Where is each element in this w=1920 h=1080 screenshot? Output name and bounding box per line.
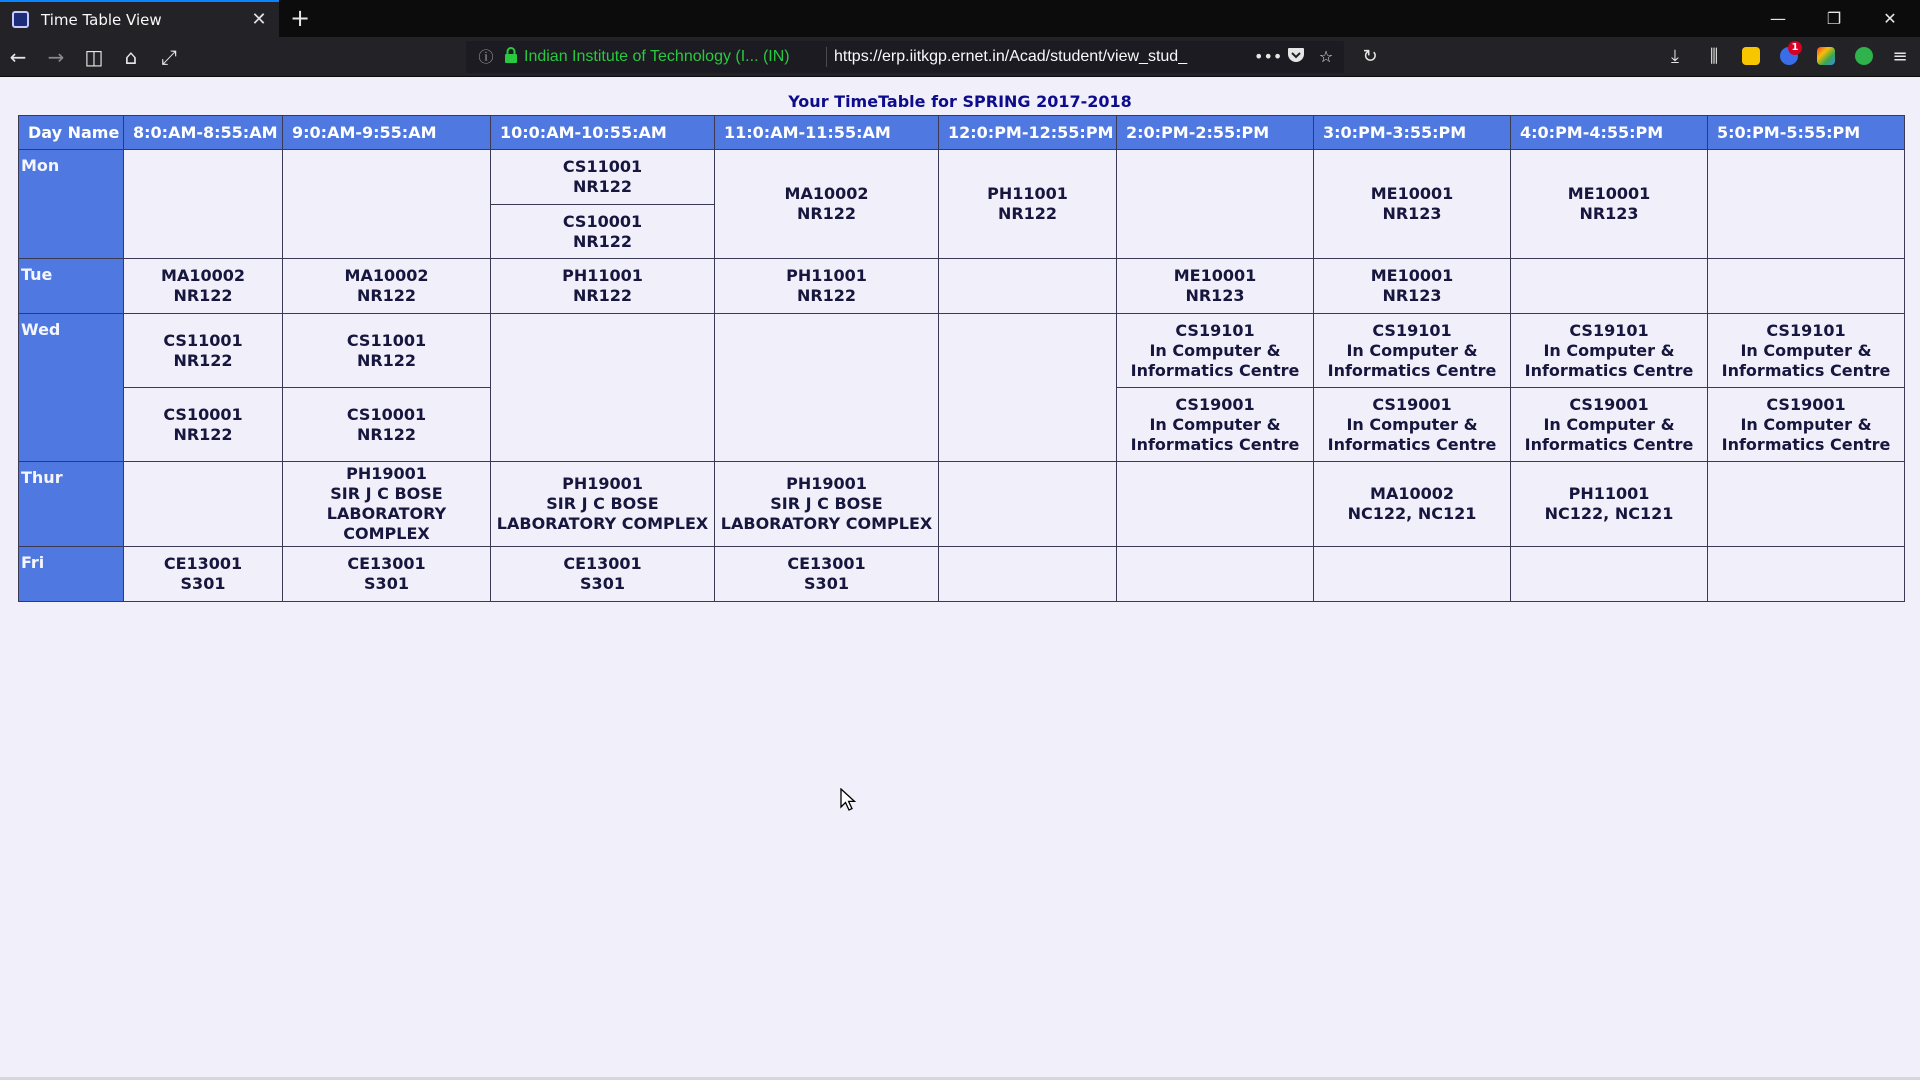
- site-identity[interactable]: Indian Institute of Technology (I... (IN): [524, 48, 790, 65]
- empty-slot: [1708, 547, 1905, 602]
- header-slot: 10:0:AM-10:55:AM: [491, 116, 715, 150]
- library-icon[interactable]: ⫼: [1709, 46, 1719, 67]
- room-name: Informatics Centre: [1524, 434, 1694, 454]
- course-code: MA10002: [784, 184, 869, 203]
- class-cell: [1314, 314, 1511, 388]
- room-name: NR123: [1185, 286, 1245, 305]
- course-code: CS11001: [346, 330, 427, 350]
- class-cell: [283, 388, 491, 462]
- new-tab-button[interactable]: +: [289, 4, 311, 32]
- room-name: Informatics Centre: [1327, 434, 1497, 454]
- header-slot: 12:0:PM-12:55:PM: [939, 116, 1117, 150]
- tab-title: Time Table View: [41, 10, 162, 29]
- empty-slot: [1708, 462, 1905, 547]
- room-name: In Computer &: [1149, 340, 1281, 360]
- class-cell: [124, 388, 283, 462]
- empty-slot: [939, 462, 1117, 547]
- room-name: NC122, NC121: [1347, 504, 1477, 523]
- class-cell: [491, 150, 715, 205]
- download-icon[interactable]: ⤓: [1671, 46, 1679, 67]
- class-cell: [491, 462, 715, 547]
- room-name: NR122: [572, 177, 633, 196]
- room-name: SIR J C BOSE: [546, 494, 659, 513]
- empty-slot: [1708, 259, 1905, 314]
- fullscreen-icon[interactable]: ⤢: [161, 45, 177, 69]
- course-code: CS19101: [1569, 320, 1649, 340]
- class-cell: [1511, 150, 1708, 259]
- header-slot: 11:0:AM-11:55:AM: [715, 116, 939, 150]
- class-cell: [491, 547, 715, 602]
- course-code: CS10001: [163, 404, 243, 424]
- room-name: In Computer &: [1740, 340, 1872, 360]
- empty-slot: [939, 314, 1117, 462]
- mouse-cursor-icon: [840, 788, 858, 812]
- browser-tab-active[interactable]: [0, 0, 279, 37]
- course-code: ME10001: [1370, 184, 1454, 203]
- timetable-table: [18, 115, 1905, 602]
- extension-green-icon[interactable]: [1855, 47, 1873, 65]
- header-slot: 2:0:PM-2:55:PM: [1117, 116, 1314, 150]
- class-cell: [124, 259, 283, 314]
- room-name: LABORATORY COMPLEX: [326, 504, 447, 543]
- room-name: NR123: [1579, 204, 1639, 223]
- empty-slot: [715, 314, 939, 462]
- room-name: In Computer &: [1346, 414, 1478, 434]
- site-favicon-icon: [12, 11, 29, 28]
- room-name: NR122: [572, 286, 633, 305]
- course-code: CE13001: [563, 554, 642, 573]
- bookmark-star-icon[interactable]: ☆: [1318, 47, 1334, 66]
- tab-close-icon[interactable]: ✕: [251, 8, 267, 30]
- class-cell: [491, 205, 715, 259]
- class-cell: [283, 462, 491, 547]
- extension-notes-icon[interactable]: [1742, 47, 1760, 65]
- header-row: [19, 116, 1905, 150]
- course-code: CS19001: [1175, 394, 1255, 414]
- empty-slot: [1117, 547, 1314, 602]
- course-code: ME10001: [1370, 266, 1454, 285]
- room-name: NR122: [356, 424, 417, 444]
- room-name: LABORATORY COMPLEX: [496, 514, 709, 533]
- header-slot: 8:0:AM-8:55:AM: [124, 116, 283, 150]
- class-cell: [124, 314, 283, 388]
- empty-slot: [1511, 547, 1708, 602]
- header-slot: 5:0:PM-5:55:PM: [1708, 116, 1905, 150]
- reload-icon[interactable]: ↻: [1362, 46, 1378, 67]
- room-name: SIR J C BOSE: [770, 494, 883, 513]
- notification-badge: 1: [1788, 41, 1802, 55]
- table-row-wed: [19, 314, 1905, 388]
- course-code: PH11001: [562, 266, 643, 285]
- empty-slot: [1511, 259, 1708, 314]
- course-code: MA10002: [1370, 484, 1454, 503]
- room-name: NR122: [173, 350, 233, 370]
- room-name: Informatics Centre: [1130, 434, 1300, 454]
- room-name: NC122, NC121: [1544, 504, 1674, 523]
- empty-slot: [1314, 547, 1511, 602]
- empty-slot: [491, 314, 715, 462]
- lock-icon: [502, 47, 520, 67]
- room-name: In Computer &: [1543, 340, 1675, 360]
- class-cell: [283, 259, 491, 314]
- course-code: CE13001: [787, 554, 866, 573]
- class-cell: [283, 314, 491, 388]
- course-code: PH19001: [346, 464, 427, 483]
- empty-slot: [1117, 150, 1314, 259]
- room-name: Informatics Centre: [1721, 434, 1891, 454]
- empty-slot: [283, 150, 491, 259]
- room-name: Informatics Centre: [1327, 360, 1497, 380]
- room-name: NR123: [1382, 204, 1442, 223]
- header-slot: 4:0:PM-4:55:PM: [1511, 116, 1708, 150]
- day-label: Mon: [19, 150, 124, 259]
- class-cell: [1314, 150, 1511, 259]
- empty-slot: [1117, 462, 1314, 547]
- day-label: Tue: [19, 259, 124, 314]
- room-name: Informatics Centre: [1524, 360, 1694, 380]
- course-code: PH11001: [1568, 484, 1650, 503]
- room-name: NR122: [572, 231, 633, 251]
- course-code: CE13001: [163, 554, 243, 573]
- class-cell: [939, 150, 1117, 259]
- empty-slot: [1708, 150, 1905, 259]
- room-name: In Computer &: [1740, 414, 1872, 434]
- table-row-mon: [19, 150, 1905, 205]
- class-cell: [1117, 388, 1314, 462]
- empty-slot: [939, 547, 1117, 602]
- course-code: CE13001: [347, 554, 426, 573]
- room-name: SIR J C BOSE: [330, 484, 443, 503]
- url-bar[interactable]: [466, 41, 1344, 73]
- course-code: CS19001: [1372, 394, 1452, 414]
- class-cell: [1117, 259, 1314, 314]
- room-name: In Computer &: [1149, 414, 1281, 434]
- course-code: PH11001: [987, 184, 1068, 203]
- page-content: [0, 78, 1920, 1078]
- class-cell: [1314, 388, 1511, 462]
- room-name: NR122: [997, 204, 1058, 223]
- class-cell: [283, 547, 491, 602]
- course-code: CS19001: [1766, 394, 1846, 414]
- restore-icon[interactable]: ❐: [1826, 9, 1842, 28]
- room-name: NR122: [796, 286, 857, 305]
- course-code: ME10001: [1173, 266, 1257, 285]
- course-code: CS11001: [163, 330, 243, 350]
- room-name: In Computer &: [1543, 414, 1675, 434]
- course-code: MA10002: [344, 266, 429, 285]
- sidebar-icon[interactable]: ◫: [84, 45, 104, 69]
- room-name: LABORATORY COMPLEX: [720, 514, 933, 533]
- empty-slot: [124, 150, 283, 259]
- room-name: In Computer &: [1346, 340, 1478, 360]
- class-cell: [715, 150, 939, 259]
- course-code: CS19001: [1569, 394, 1649, 414]
- header-slot: 3:0:PM-3:55:PM: [1314, 116, 1511, 150]
- class-cell: [715, 259, 939, 314]
- forward-icon[interactable]: →: [47, 45, 65, 69]
- room-name: Informatics Centre: [1130, 360, 1300, 380]
- header-slot: 9:0:AM-9:55:AM: [283, 116, 491, 150]
- course-code: PH19001: [786, 474, 867, 493]
- page-title: Your TimeTable for SPRING 2017-2018: [788, 92, 1132, 111]
- navigation-toolbar: [0, 37, 1920, 77]
- course-code: CS19101: [1766, 320, 1846, 340]
- table-row-fri: [19, 547, 1905, 602]
- room-name: NR122: [356, 350, 417, 370]
- day-label: Fri: [19, 547, 124, 602]
- class-cell: [1314, 462, 1511, 547]
- course-code: MA10002: [161, 266, 245, 285]
- class-cell: [1708, 388, 1905, 462]
- day-label: Wed: [19, 314, 124, 462]
- pocket-icon[interactable]: [1284, 47, 1308, 67]
- class-cell: [1511, 462, 1708, 547]
- class-cell: [491, 259, 715, 314]
- course-code: ME10001: [1567, 184, 1651, 203]
- menu-icon[interactable]: ≡: [1892, 46, 1908, 67]
- course-code: PH11001: [786, 266, 867, 285]
- room-name: NR122: [173, 424, 233, 444]
- room-name: S301: [580, 574, 625, 593]
- course-code: CS11001: [562, 157, 643, 176]
- day-label: Thur: [19, 462, 124, 547]
- course-code: CS19101: [1175, 320, 1255, 340]
- table-row-thur: [19, 462, 1905, 547]
- room-name: NR122: [796, 204, 857, 223]
- course-code: PH19001: [562, 474, 643, 493]
- window-close-icon[interactable]: ✕: [1883, 9, 1897, 28]
- header-day-name: Day Name: [19, 116, 124, 150]
- url-separator: [826, 47, 827, 67]
- extension-s-icon[interactable]: [1817, 47, 1835, 65]
- course-code: CS10001: [562, 211, 643, 231]
- home-icon[interactable]: ⌂: [124, 45, 138, 69]
- back-icon[interactable]: ←: [9, 45, 27, 69]
- table-row-tue: [19, 259, 1905, 314]
- minimize-icon[interactable]: —: [1770, 9, 1786, 28]
- empty-slot: [939, 259, 1117, 314]
- class-cell: [715, 462, 939, 547]
- room-name: Informatics Centre: [1721, 360, 1891, 380]
- page-actions-icon[interactable]: •••: [1254, 47, 1283, 66]
- class-cell: [1117, 314, 1314, 388]
- course-code: CS19101: [1372, 320, 1452, 340]
- class-cell: [124, 547, 283, 602]
- course-code: CS10001: [346, 404, 427, 424]
- url-input[interactable]: https://erp.iitkgp.ernet.in/Acad/student/view_stud_: [834, 48, 1188, 65]
- class-cell: [715, 547, 939, 602]
- room-name: NR122: [356, 286, 417, 305]
- class-cell: [1511, 314, 1708, 388]
- info-icon[interactable]: ⓘ: [478, 48, 494, 66]
- room-name: S301: [180, 574, 226, 593]
- class-cell: [1511, 388, 1708, 462]
- room-name: S301: [804, 574, 849, 593]
- class-cell: [1314, 259, 1511, 314]
- room-name: S301: [364, 574, 409, 593]
- class-cell: [1708, 314, 1905, 388]
- room-name: NR122: [173, 286, 233, 305]
- tab-strip: [0, 0, 1920, 37]
- empty-slot: [124, 462, 283, 547]
- room-name: NR123: [1382, 286, 1442, 305]
